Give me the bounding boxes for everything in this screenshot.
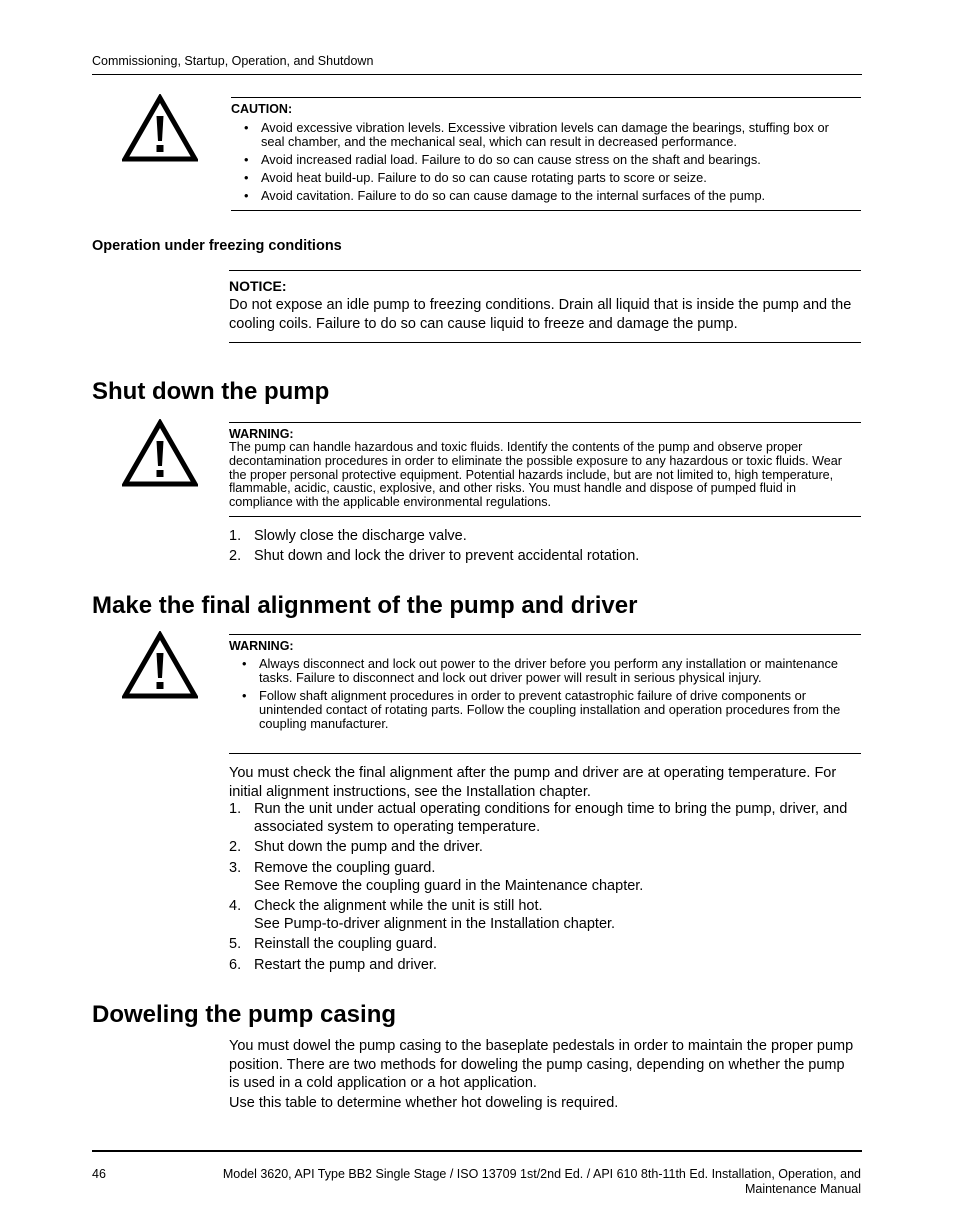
warning-triangle-icon <box>122 94 198 162</box>
warning-triangle-icon <box>122 631 198 699</box>
alignment-step: 4. Check the alignment while the unit is still hot. See Pump-to-driver alignment in the Installation chapter. <box>229 897 859 933</box>
notice-bottom-rule <box>229 342 861 343</box>
shutdown-steps <box>229 527 859 567</box>
step-note: See Pump-to-driver alignment in the Installation chapter. <box>254 916 616 933</box>
running-header: Commissioning, Startup, Operation, and Shutdown <box>92 54 374 68</box>
caution-list <box>231 121 851 207</box>
alignment-warning-bottom-rule <box>229 753 861 754</box>
caution-item: • Avoid cavitation. Failure to do so can cause damage to the internal surfaces of the pump. <box>231 189 851 203</box>
notice-label: NOTICE: <box>229 278 287 294</box>
shutdown-heading: Shut down the pump <box>92 378 330 405</box>
doweling-para: You must dowel the pump casing to the baseplate pedestals in order to maintain the proper pump position. There are two methods for doweling the pump casing, depending on whether the pump is used in a cold application or a hot application. <box>229 1038 854 1091</box>
header-rule <box>92 74 862 75</box>
alignment-warning-top-rule <box>229 634 861 635</box>
shutdown-step: 1. Slowly close the discharge valve. <box>229 528 467 544</box>
shutdown-warning-top-rule <box>229 422 861 423</box>
alignment-intro: You must check the final alignment after the pump and driver are at operating temperature. For initial alignment instructions, see the Installation chapter. <box>229 765 837 800</box>
freezing-heading: Operation under freezing conditions <box>92 238 342 254</box>
alignment-warning-item: • Follow shaft alignment procedures in order to prevent catastrophic failure of drive components or unintended contact of rotating parts. Follow the coupling installation and operation procedures from the coupling manufacturer. <box>229 689 851 731</box>
shutdown-warning-text: The pump can handle hazardous and toxic fluids. Identify the contents of the pump and observe proper decontamination procedures in order to eliminate the possible exposure to any hazardous or toxic fluids. Wear the proper personal protective equipment. Potential hazards include, but are not limited to, high temperature, flammable, acidic, caustic, explosive, and other risks. You must handle and dispose of pumped fluid in compliance with the applicable environmental regulations. <box>229 440 843 510</box>
alignment-steps <box>229 800 859 976</box>
shutdown-warning-bottom-rule <box>229 516 861 517</box>
warning-triangle-icon <box>122 419 198 487</box>
alignment-step: 6. Restart the pump and driver. <box>229 956 437 973</box>
alignment-warning-item: • Always disconnect and lock out power to the driver before you perform any installation or maintenance tasks. Failure to disconnect and lock out driver power will result in serious physical injury. <box>229 657 851 685</box>
step-note: See Remove the coupling guard in the Maintenance chapter. <box>254 877 644 894</box>
alignment-step: 2. Shut down the pump and the driver. <box>229 839 483 856</box>
caution-item: • Avoid heat build-up. Failure to do so can cause rotating parts to score or seize. <box>231 171 851 185</box>
notice-top-rule <box>229 270 861 271</box>
alignment-warning-label: WARNING: <box>229 639 294 653</box>
doweling-heading: Doweling the pump casing <box>92 1001 397 1028</box>
alignment-heading: Make the final alignment of the pump and driver <box>92 592 638 619</box>
document-title: Model 3620, API Type BB2 Single Stage / ISO 13709 1st/2nd Ed. / API 610 8th-11th Ed. Installation, Operation, and Maintenance Manual <box>222 1167 861 1196</box>
page-number: 46 <box>92 1167 106 1181</box>
caution-bottom-rule <box>231 210 861 211</box>
alignment-step: 1. Run the unit under actual operating conditions for enough time to bring the pump, driver, and associated system to operating temperature. <box>229 801 848 836</box>
shutdown-warning-label: WARNING: <box>229 427 294 441</box>
doweling-para: Use this table to determine whether hot doweling is required. <box>229 1095 619 1111</box>
alignment-warning-list <box>229 657 851 735</box>
alignment-step: 3. Remove the coupling guard. See Remove the coupling guard in the Maintenance chapter. <box>229 859 859 895</box>
footer-rule <box>92 1150 862 1152</box>
caution-label: CAUTION: <box>231 102 293 116</box>
caution-top-rule <box>231 97 861 98</box>
shutdown-step: 2. Shut down and lock the driver to prevent accidental rotation. <box>229 548 640 565</box>
caution-item: • Avoid increased radial load. Failure to do so can cause stress on the shaft and bearings. <box>231 153 851 167</box>
notice-text: Do not expose an idle pump to freezing conditions. Drain all liquid that is inside the pump and the cooling coils. Failure to do so can cause liquid to freeze and damage the pump. <box>229 297 852 332</box>
alignment-step: 5. Reinstall the coupling guard. <box>229 936 437 953</box>
caution-item: • Avoid excessive vibration levels. Excessive vibration levels can damage the bearings, stuffing box or seal chamber, and the mechanical seal, which can result in decreased performance. <box>231 121 851 149</box>
